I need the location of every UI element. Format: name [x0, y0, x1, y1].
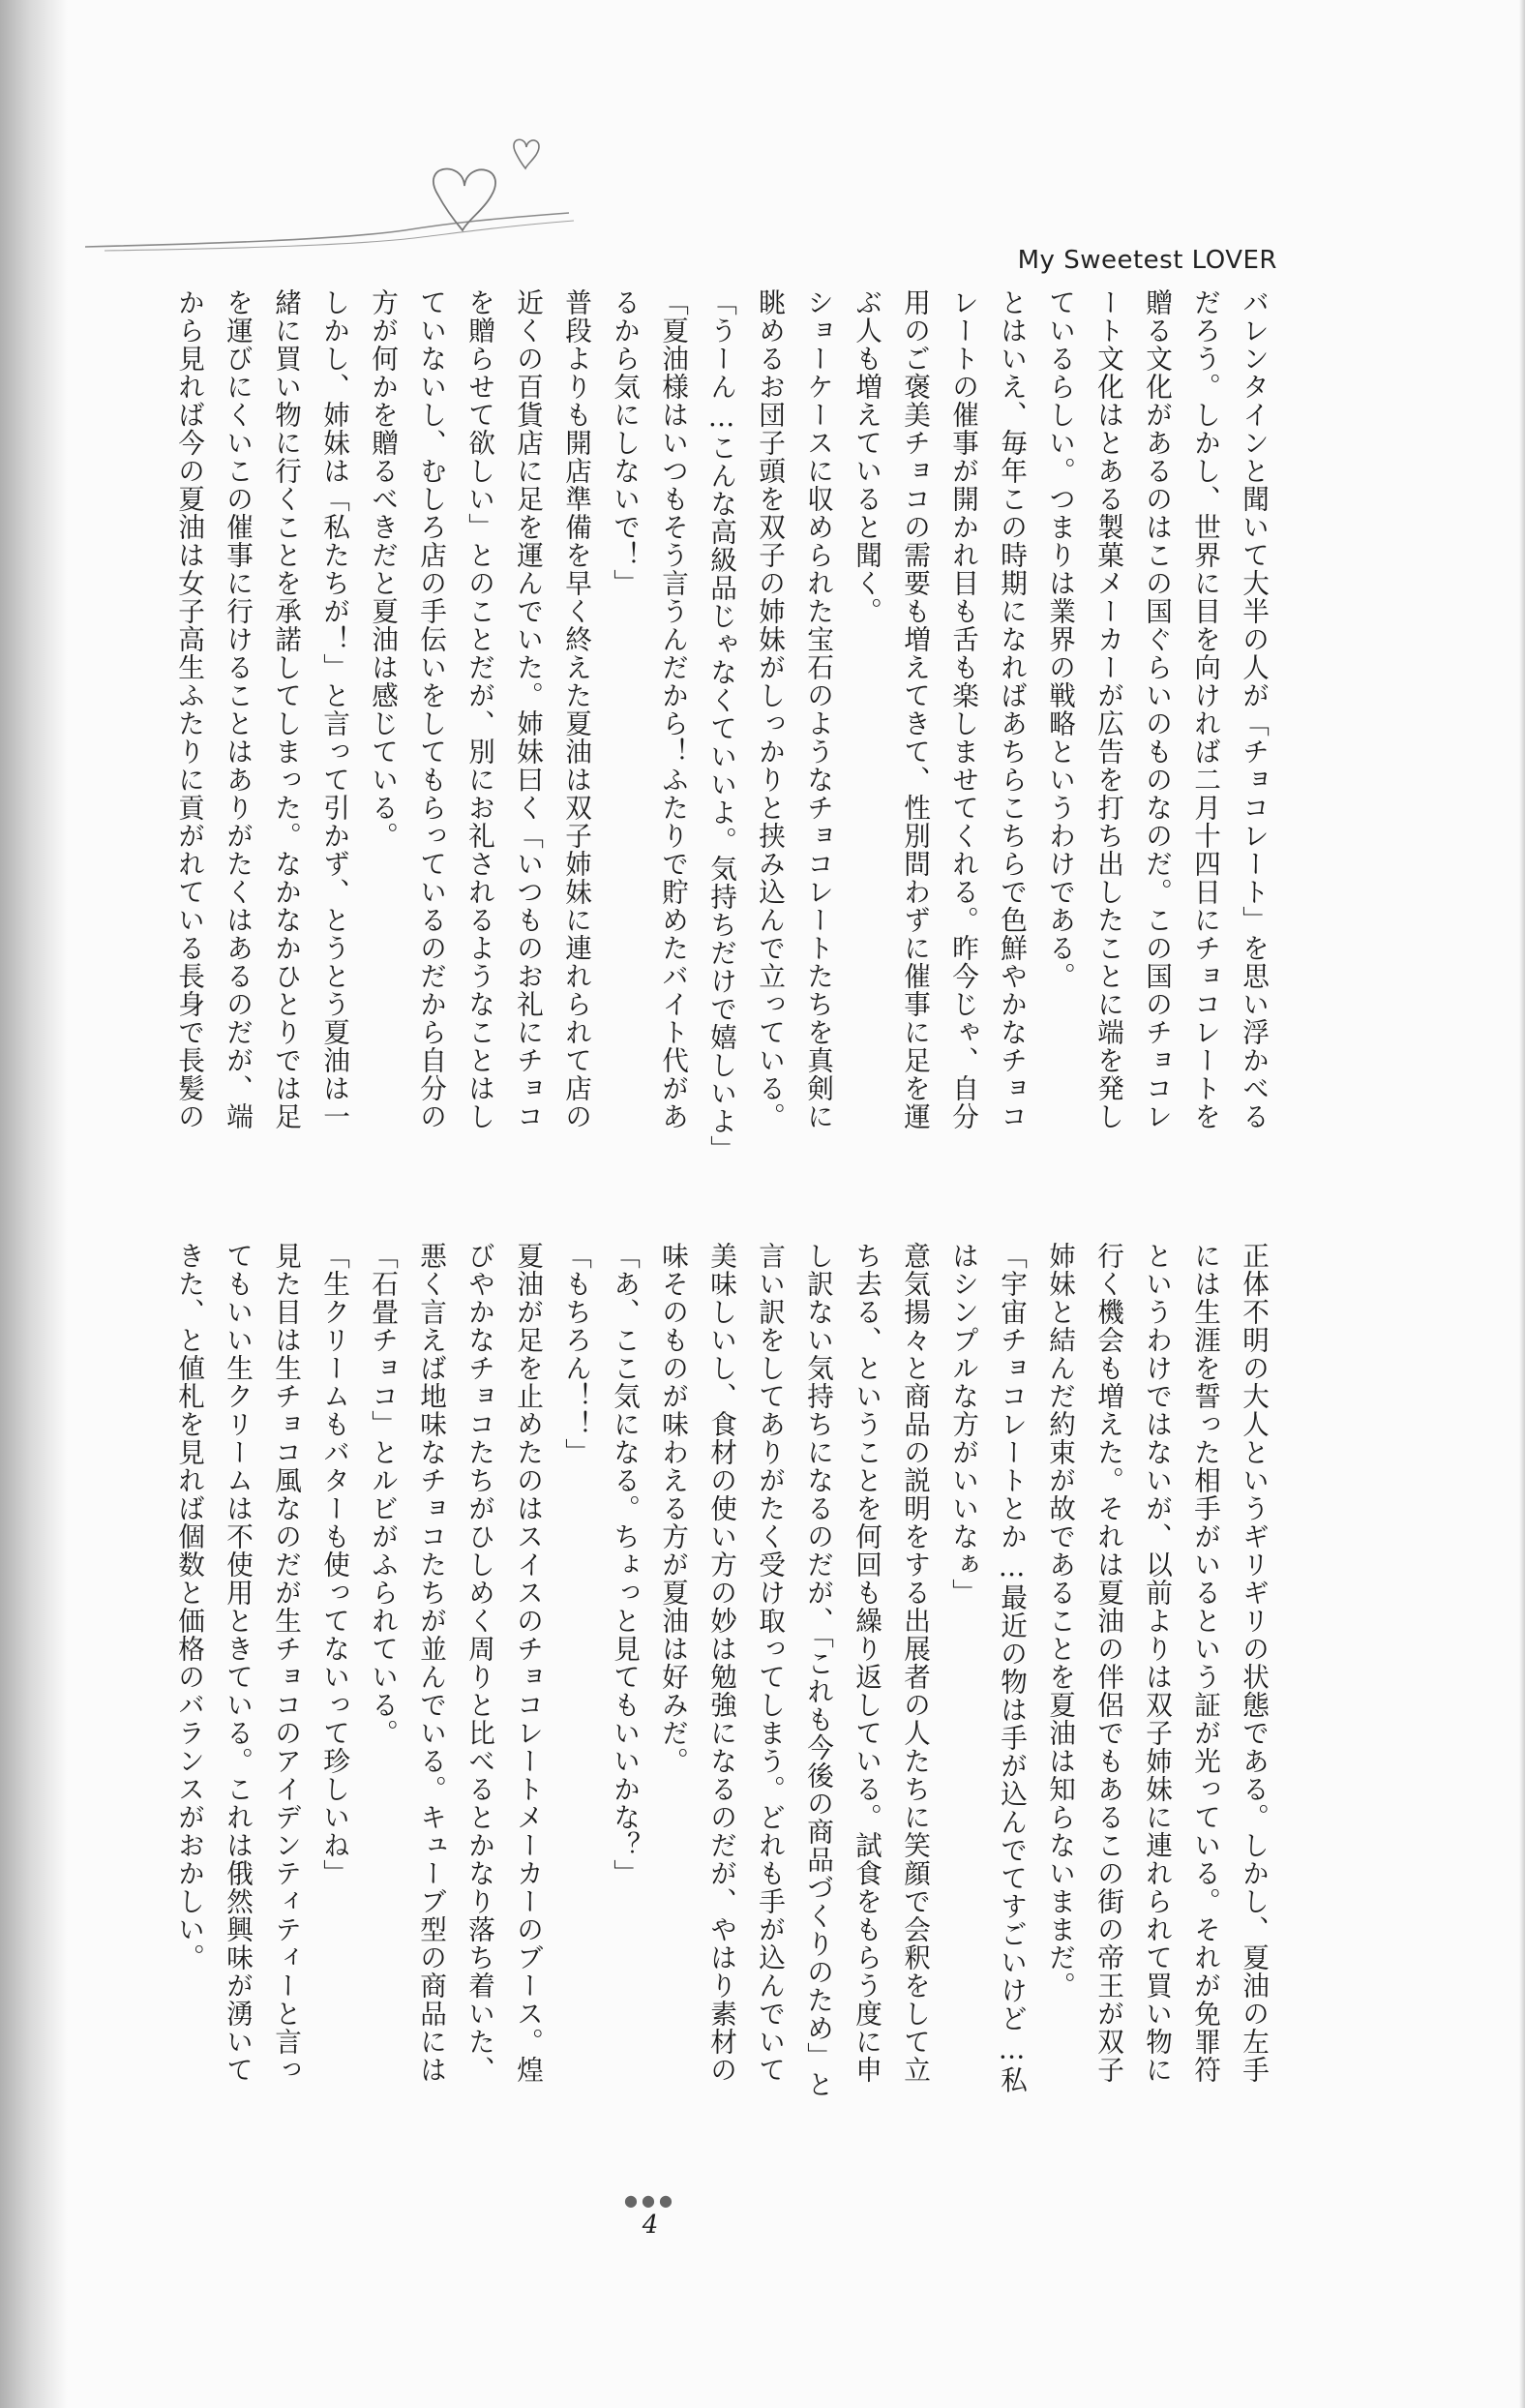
- text-line: 意気揚々と商品の説明をする出展者の人たちに笑顔で会釈をして立: [899, 1242, 931, 2084]
- text-line: ているらしい。つまりは業界の戦略というわけである。: [1044, 288, 1076, 990]
- text-line: バレンタインと聞いて大半の人が「チョコレート」を思い浮かべる: [1238, 288, 1270, 1130]
- text-line: しかし、姉妹は「私たちが！」と言って引かず、とうとう夏油は一: [318, 288, 350, 1130]
- text-line: 贈る文化があるのはこの国ぐらいのものなのだ。この国のチョコレ: [1141, 288, 1173, 1130]
- text-line: ぶ人も増えていると聞く。: [851, 288, 882, 625]
- text-line: てもいい生クリームは不使用ときている。これは俄然興味が湧いて: [222, 1242, 254, 2084]
- text-block-top: [97, 288, 1277, 1190]
- heart-large-icon: [434, 169, 495, 230]
- text-line: 「あ、ここ気になる。ちょっと見てもいいかな？」: [609, 1242, 641, 1887]
- text-line: ていないし、むしろ店の手伝いをしてもらっているのだから自分の: [415, 288, 447, 1130]
- text-line: から見れば今の夏油は女子高生ふたりに貢がれている長身で長髪の: [173, 288, 205, 1130]
- running-title: My Sweetest LOVER: [1017, 246, 1277, 275]
- text-line: るから気にしないで！」: [609, 288, 641, 597]
- text-line: 「石畳チョコ」とルビがふられている。: [367, 1242, 399, 1747]
- text-line: し訳ない気持ちになるのだが、「これも今後の商品づくりのため」と: [802, 1242, 834, 2099]
- text-line: 見た目は生チョコ風なのだが生チョコのアイデンティティーと言っ: [270, 1242, 302, 2084]
- text-line: というわけではないが、以前よりは双子姉妹に連れられて買い物に: [1141, 1242, 1173, 2084]
- text-line: 姉妹と結んだ約束が故であることを夏油は知らないままだ。: [1044, 1242, 1076, 2000]
- text-line: 方が何かを贈るべきだと夏油は感じている。: [367, 288, 399, 850]
- text-line: レートの催事が開かれ目も舌も楽しませてくれる。昨今じゃ、自分: [947, 288, 979, 1130]
- heart-ornament: [85, 126, 588, 252]
- text-line: 美味しいし、食材の使い方の妙は勉強になるのだが、やはり素材の: [705, 1242, 737, 2084]
- text-line: を運びにくいこの催事に行けることはありがたくはあるのだが、端: [222, 288, 254, 1130]
- text-line: とはいえ、毎年この時期になればあちらこちらで色鮮やかなチョコ: [996, 288, 1028, 1130]
- text-line: ち去る、ということを何回も繰り返している。試食をもらう度に申: [851, 1242, 882, 2084]
- heart-small-icon: [514, 139, 539, 168]
- text-line: 眺めるお団子頭を双子の姉妹がしっかりと挟み込んで立っている。: [754, 288, 786, 1130]
- text-line: びやかなチョコたちがひしめく周りと比べるとかなり落ち着いた、: [463, 1242, 495, 2084]
- text-line: 「うーん…こんな高級品じゃなくていいよ。気持ちだけで嬉しいよ」: [705, 288, 737, 1164]
- text-line: 夏油が足を止めたのはスイスのチョコレートメーカーのブース。煌: [512, 1242, 544, 2084]
- text-line: 「生クリームもバターも使ってないって珍しいね」: [318, 1242, 350, 1887]
- folio-ornament: ●●●: [624, 2191, 676, 2210]
- text-line: 行く機会も増えた。それは夏油の伴侶でもあるこの街の帝王が双子: [1092, 1242, 1124, 2084]
- text-line: 普段よりも開店準備を早く終えた夏油は双子姉妹に連れられて店の: [560, 288, 592, 1130]
- text-line: 正体不明の大人というギリギリの状態である。しかし、夏油の左手: [1238, 1242, 1270, 2084]
- text-line: ショーケースに収められた宝石のようなチョコレートたちを真剣に: [802, 288, 834, 1130]
- text-line: ート文化はとある製菓メーカーが広告を打ち出したことに端を発し: [1092, 288, 1124, 1130]
- page-edge: [1519, 0, 1525, 2408]
- text-line: には生涯を誓った相手がいるという証が光っている。それが免罪符: [1189, 1242, 1221, 2084]
- page-number: 4: [642, 2211, 659, 2240]
- text-line: を贈らせて欲しい」とのことだが、別にお礼されるようなことはし: [463, 288, 495, 1130]
- text-block-bottom: [97, 1242, 1277, 2142]
- binding-shadow: [0, 0, 68, 2408]
- text-line: 緒に買い物に行くことを承諾してしまった。なかなかひとりでは足: [270, 288, 302, 1130]
- text-line: 「夏油様はいつもそう言うんだから！ふたりで貯めたバイト代があ: [657, 288, 689, 1130]
- text-line: 味そのものが味わえる方が夏油は好みだ。: [657, 1242, 689, 1775]
- text-line: 言い訳をしてありがたく受け取ってしまう。どれも手が込んでいて: [754, 1242, 786, 2084]
- text-line: 近くの百貨店に足を運んでいた。姉妹曰く「いつものお礼にチョコ: [512, 288, 544, 1130]
- text-line: 悪く言えば地味なチョコたちが並んでいる。キューブ型の商品には: [415, 1242, 447, 2084]
- text-line: 「もちろん！！」: [560, 1242, 592, 1466]
- text-line: はシンプルな方がいいなぁ」: [947, 1242, 979, 1607]
- text-line: 「宇宙チョコレートとか…最近の物は手が込んでてすごいけど…私: [996, 1242, 1028, 2094]
- text-line: 用のご褒美チョコの需要も増えてきて、性別問わずに催事に足を運: [899, 288, 931, 1130]
- text-line: きた、と値札を見れば個数と価格のバランスがおかしい。: [173, 1242, 205, 1972]
- text-line: だろう。しかし、世界に目を向ければ二月十四日にチョコレートを: [1189, 288, 1221, 1130]
